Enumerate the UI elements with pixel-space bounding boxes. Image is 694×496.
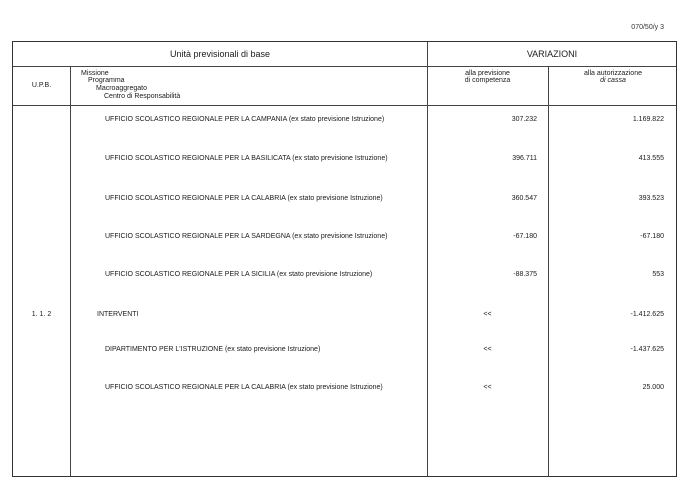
row-competenza: 307.232 <box>511 116 537 123</box>
row-competenza: -67.180 <box>513 233 537 240</box>
row-cassa: -1.412.625 <box>630 311 664 318</box>
hierarchy-level-macroaggregato: Macroaggregato <box>96 85 147 92</box>
row-competenza: << <box>483 311 492 318</box>
upb-column-divider <box>70 66 71 476</box>
row-cassa: -1.437.625 <box>630 346 664 353</box>
row-label: UFFICIO SCOLASTICO REGIONALE PER LA CALABRIA (ex stato previsione Istruzione) <box>105 384 383 391</box>
header-divider <box>13 66 676 67</box>
row-label: UFFICIO SCOLASTICO REGIONALE PER LA CALABRIA (ex stato previsione Istruzione) <box>105 195 383 202</box>
row-cassa: -67.180 <box>640 233 664 240</box>
subheader-divider <box>13 105 676 106</box>
budget-table <box>12 41 677 477</box>
row-label: INTERVENTI <box>97 311 139 318</box>
row-competenza: -88.375 <box>513 271 537 278</box>
page-reference: 070/50/y 3 <box>631 24 664 31</box>
hierarchy-level-centro: Centro di Responsabilità <box>104 93 181 100</box>
competenza-header-line2: di competenza <box>464 77 511 84</box>
row-cassa: 25.000 <box>642 384 664 391</box>
row-cassa: 393.523 <box>638 195 664 202</box>
row-competenza: << <box>483 384 492 391</box>
row-competenza: 396.711 <box>512 155 537 162</box>
row-competenza: << <box>483 346 492 353</box>
upb-code: 1. 1. 2 <box>31 311 52 318</box>
row-cassa: 553 <box>652 271 664 278</box>
competenza-header-line1: alla previsione <box>465 70 510 77</box>
upb-header: U.P.B. <box>31 82 52 89</box>
row-competenza: 360.547 <box>511 195 537 202</box>
row-cassa: 413.555 <box>638 155 664 162</box>
cassa-header-line1: alla autorizzazione <box>584 70 642 77</box>
row-label: UFFICIO SCOLASTICO REGIONALE PER LA SICILIA (ex stato previsione Istruzione) <box>105 271 373 278</box>
section-divider <box>427 42 428 476</box>
hierarchy-level-programma: Programma <box>88 77 125 84</box>
cassa-header-line2: di cassa <box>600 77 626 84</box>
row-label: UFFICIO SCOLASTICO REGIONALE PER LA BASILICATA (ex stato previsione Istruzione) <box>105 155 388 162</box>
section-title: Unità previsionali di base <box>169 49 271 59</box>
variations-title: VARIAZIONI <box>526 49 578 59</box>
row-label: DIPARTIMENTO PER L'ISTRUZIONE (ex stato previsione Istruzione) <box>105 346 321 353</box>
row-cassa: 1.169.822 <box>632 116 664 123</box>
hierarchy-level-missione: Missione <box>81 70 109 77</box>
row-label: UFFICIO SCOLASTICO REGIONALE PER LA SARDEGNA (ex stato previsione Istruzione) <box>105 233 388 240</box>
row-label: UFFICIO SCOLASTICO REGIONALE PER LA CAMPANIA (ex stato previsione Istruzione) <box>105 116 385 123</box>
